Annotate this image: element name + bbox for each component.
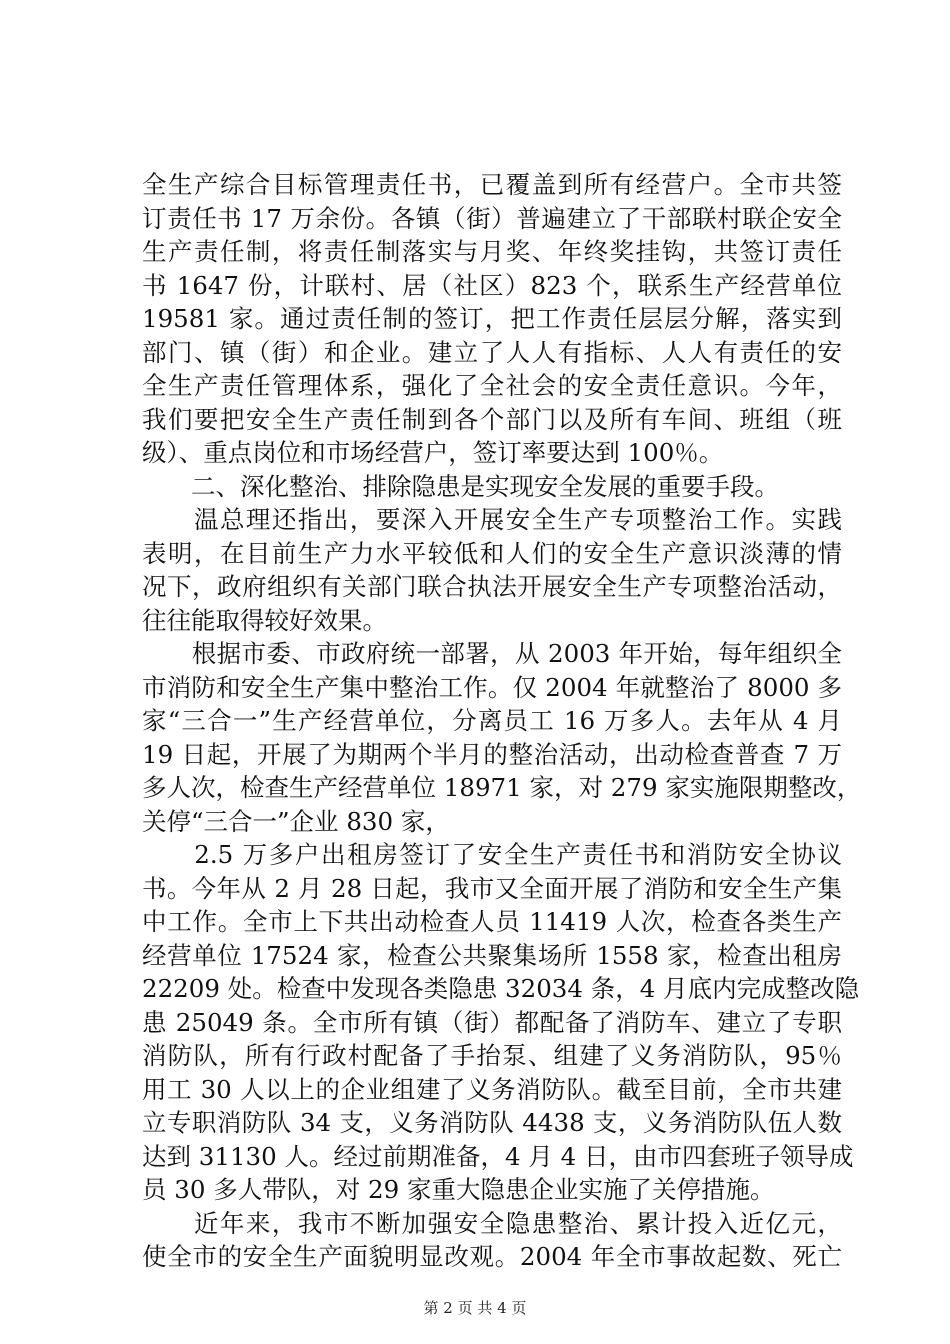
text-line: 订责任书 17 万余份。各镇（街）普遍建立了干部联村联企安全 bbox=[142, 203, 842, 233]
text-line: 全生产综合目标管理责任书，已覆盖到所有经营户。全市共签 bbox=[142, 170, 842, 199]
text-line: 温总理还指出，要深入开展安全生产专项整治工作。实践 bbox=[142, 505, 842, 534]
text-line: 2.5 万多户出租房签订了安全生产责任书和消防安全协议 bbox=[142, 840, 842, 869]
text-line: 中工作。全市上下共出动检查人员 11419 人次，检查各类生产 bbox=[142, 907, 842, 936]
text-line: 关停“三合一”企业 830 家， bbox=[142, 806, 450, 836]
text-line: 市消防和安全生产集中整治工作。仅 2004 年就整治了 8000 多 bbox=[142, 672, 842, 702]
text-line: 书 1647 份，计联村、居（社区）823 个，联系生产经营单位 bbox=[142, 270, 842, 300]
text-line: 19581 家。通过责任制的签订，把工作责任层层分解，落实到 bbox=[142, 304, 842, 333]
text-line: 级）、重点岗位和市场经营户，签订率要达到 100％。 bbox=[142, 438, 724, 467]
text-line: 表明，在目前生产力水平较低和人们的安全生产意识淡薄的情 bbox=[142, 538, 842, 568]
text-line: 近年来，我市不断加强安全隐患整治、累计投入近亿元， bbox=[142, 1208, 842, 1238]
page-footer: 第 2 页 共 4 页 bbox=[423, 1299, 527, 1317]
text-line: 员 30 多人带队，对 29 家重大隐患企业实施了关停措施。 bbox=[142, 1175, 775, 1204]
text-line: 我们要把安全生产责任制到各个部门以及所有车间、班组（班 bbox=[142, 404, 842, 434]
text-line: 家“三合一”生产经营单位，分离员工 16 万多人。去年从 4 月 bbox=[142, 706, 842, 735]
text-line: 往往能取得较好效果。 bbox=[142, 605, 387, 635]
text-line: 用工 30 人以上的企业组建了义务消防队。截至目前，全市共建 bbox=[142, 1074, 842, 1104]
text-line: 生产责任制，将责任制落实与月奖、年终奖挂钩，共签订责任 bbox=[142, 237, 842, 266]
text-line: 患 25049 条。全市所有镇（街）都配备了消防车、建立了专职 bbox=[142, 1007, 842, 1037]
text-line: 使全市的安全生产面貌明显改观。2004 年全市事故起数、死亡 bbox=[142, 1242, 842, 1271]
text-line: 消防队，所有行政村配备了手抬泵、组建了义务消防队，95％ bbox=[142, 1041, 842, 1070]
text-line: 立专职消防队 34 支，义务消防队 4438 支，义务消防队伍人数 bbox=[142, 1108, 842, 1137]
text-line: 二、深化整治、排除隐患是实现安全发展的重要手段。 bbox=[142, 471, 779, 501]
document-body bbox=[142, 168, 862, 1274]
text-line: 22209 处。检查中发现各类隐患 32034 条，4 月底内完成整改隐 bbox=[142, 974, 860, 1003]
text-line: 根据市委、市政府统一部署，从 2003 年开始，每年组织全 bbox=[142, 639, 842, 668]
text-line: 19 日起，开展了为期两个半月的整治活动，出动检查普查 7 万 bbox=[142, 739, 842, 769]
text-line: 部门、镇（街）和企业。建立了人人有指标、人人有责任的安 bbox=[142, 337, 842, 367]
text-line: 书。今年从 2 月 28 日起，我市又全面开展了消防和安全生产集 bbox=[142, 873, 842, 903]
text-line: 况下，政府组织有关部门联合执法开展安全生产专项整治活动， bbox=[142, 572, 842, 601]
text-line: 达到 31130 人。经过前期准备，4 月 4 日，由市四套班子领导成 bbox=[142, 1141, 854, 1171]
text-line: 全生产责任管理体系，强化了全社会的安全责任意识。今年， bbox=[142, 371, 842, 400]
text-line: 经营单位 17524 家，检查公共聚集场所 1558 家，检查出租房 bbox=[142, 940, 842, 970]
text-line: 多人次，检查生产经营单位 18971 家，对 279 家实施限期整改， bbox=[142, 773, 862, 802]
